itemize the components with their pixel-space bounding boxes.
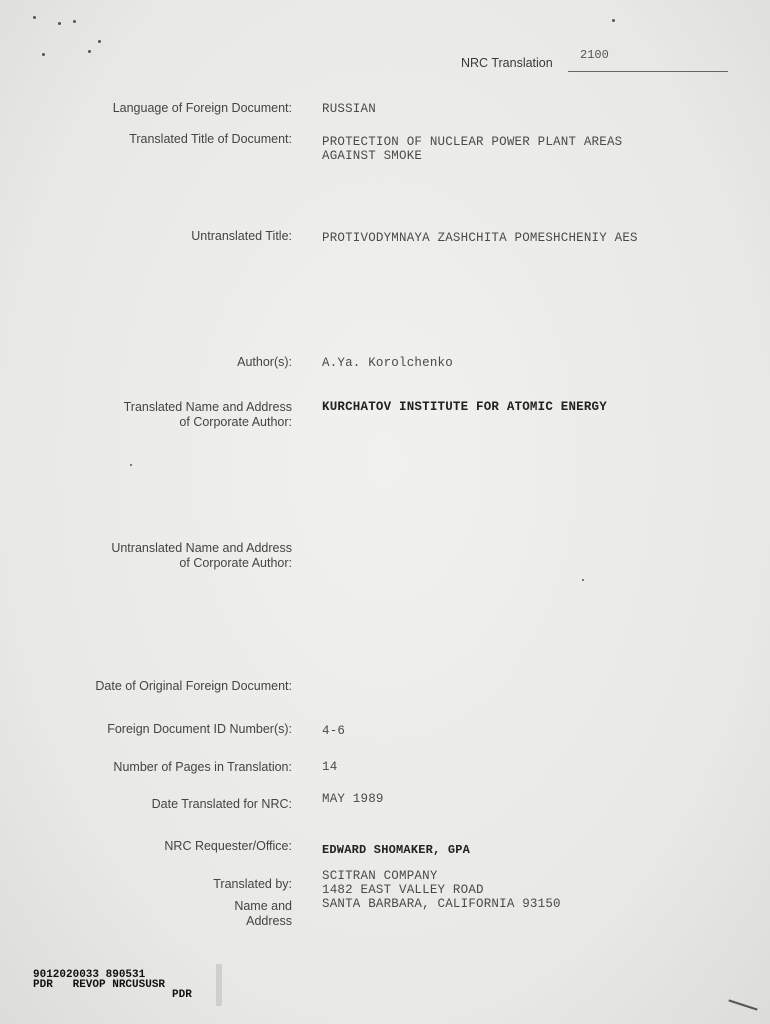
scan-speck <box>130 464 132 466</box>
translated-corporate-author-label: Translated Name and Address of Corporate Author: <box>123 400 292 429</box>
page-count-value: 14 <box>322 760 338 774</box>
stamp-line-1: 9012020033 890531 <box>33 969 146 981</box>
date-translated-value: MAY 1989 <box>322 792 384 806</box>
translated-by-value: SCITRAN COMPANY 1482 EAST VALLEY ROAD SANTA BARBARA, CALIFORNIA 93150 <box>322 869 561 911</box>
page-count-label: Number of Pages in Translation: <box>113 760 292 774</box>
scan-speck <box>73 20 76 23</box>
translated-corporate-author-value: KURCHATOV INSTITUTE FOR ATOMIC ENERGY <box>322 400 607 414</box>
untranslated-title-label: Untranslated Title: <box>191 229 292 243</box>
nrc-translation-label: NRC Translation <box>461 56 553 70</box>
language-label: Language of Foreign Document: <box>112 101 292 115</box>
date-translated-label: Date Translated for NRC: <box>151 797 292 811</box>
authors-value: A.Ya. Korolchenko <box>322 356 453 370</box>
document-id-value: 4-6 <box>322 724 346 738</box>
scan-speck <box>42 53 45 56</box>
requester-label: NRC Requester/Office: <box>164 839 292 853</box>
requester-value: EDWARD SHOMAKER, GPA <box>322 843 471 857</box>
translated-by-label: Translated by: <box>213 877 292 891</box>
document-id-label: Foreign Document ID Number(s): <box>107 722 292 736</box>
scan-speck <box>58 22 61 25</box>
scan-speck <box>88 50 91 53</box>
name-and-address-label: Name and Address <box>234 899 292 928</box>
translated-title-label: Translated Title of Document: <box>129 132 292 146</box>
stamp-line-3: PDR <box>172 989 192 1001</box>
language-value: RUSSIAN <box>322 102 376 116</box>
scan-speck <box>582 579 584 581</box>
translated-title-value: PROTECTION OF NUCLEAR POWER PLANT AREAS AGAINST SMOKE <box>322 135 623 163</box>
untranslated-title-value: PROTIVODYMNAYA ZASHCHITA POMESHCHENIY AES <box>322 231 638 245</box>
document-id-stamp <box>33 970 192 1000</box>
nrc-translation-underline <box>568 71 728 72</box>
scan-speck <box>33 16 36 19</box>
scan-speck <box>98 40 101 43</box>
scan-speck <box>612 19 615 22</box>
untranslated-corporate-author-label: Untranslated Name and Address of Corporate Author: <box>111 541 292 570</box>
corner-mark <box>728 999 757 1010</box>
nrc-translation-number: 2100 <box>580 48 609 62</box>
original-date-label: Date of Original Foreign Document: <box>95 679 292 693</box>
authors-label: Author(s): <box>237 355 292 369</box>
scan-edge-mark <box>216 964 222 1006</box>
stamp-line-2: PDR REVOP NRCUSUSR <box>33 979 166 991</box>
